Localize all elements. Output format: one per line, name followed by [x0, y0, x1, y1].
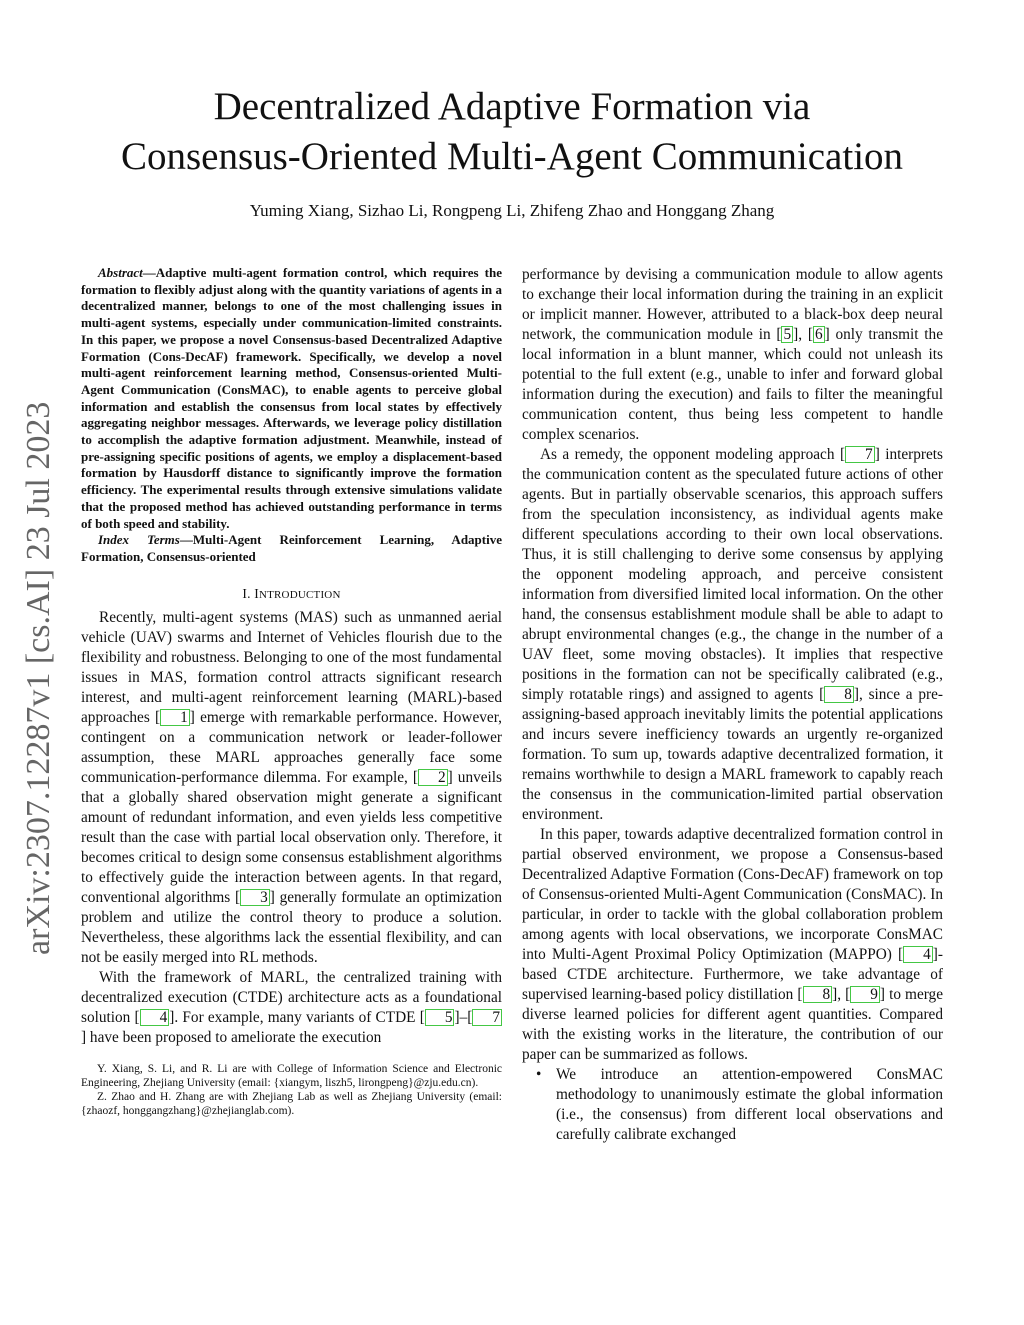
arxiv-stamp: arXiv:2307.12287v1 [cs.AI] 23 Jul 2023	[20, 401, 57, 955]
intro-paragraph-2: With the framework of MARL, the centralized training with decentralized execution (CTDE) architecture acts as a foundational solution [ 4 ]. For example, many variants of CTDE [ 5 ]–[ 7] have been proposed to ameliorate the execution	[81, 968, 502, 1046]
citation-link[interactable]: 6	[814, 326, 823, 343]
abstract	[81, 265, 502, 532]
citation-link[interactable]: 1	[160, 709, 190, 726]
intro-paragraph-4: In this paper, towards adaptive decentralized formation control in partial observed environment, we propose a Consensus-based Decentralized Adaptive Formation (Cons-DecAF) framework on top of Consensus-oriented Multi-Agent Communication (ConsMAC). In particular, in order to tackle with the global collaboration problem among agents with local observations, we incorporate ConsMAC into Multi-Agent Proximal Policy Optimization (MAPPO) [ 4 ]-based CTDE architecture. Furthermore, we take advantage of supervised learning-based policy distillation [ 8 ], [ 9 ] to merge diverse learned policies for different agent quantities. Compared with the existing works in the literature, the contribution of our paper can be summarized as follows.	[522, 826, 943, 1063]
abstract-label: Abstract	[98, 265, 143, 280]
citation-link[interactable]: 5	[425, 1009, 455, 1026]
list-item: • We introduce an attention-empowered ConsMAC methodology to unanimously estimate the global information (i.e., the consensus) from different local observations and carefully calibrate exchanged	[536, 1066, 943, 1143]
citation-link[interactable]: 8	[824, 686, 854, 703]
index-terms	[81, 532, 502, 565]
citation-link[interactable]: 5	[783, 326, 792, 343]
footnote-affiliation-1: Y. Xiang, S. Li, and R. Li are with College of Information Science and Electronic Engineering, Zhejiang University (email: {xiangym, liszh5, lirongpeng}@zju.edu.cn).	[81, 1062, 502, 1089]
section-heading-introduction	[81, 586, 502, 602]
footnote-affiliation-2: Z. Zhao and H. Zhang are with Zhejiang Lab as well as Zhejiang University (email: {zhaozf, honggangzhang}@zhejianglab.com).	[81, 1090, 502, 1117]
citation-link[interactable]: 7	[472, 1009, 502, 1026]
citation-link[interactable]: 4	[903, 946, 933, 963]
intro-paragraph-2-continued: performance by devising a communication module to allow agents to exchange their local information during the training in an explicit or implicit manner. However, attributed to a black-box deep neural network, the communication module in [ 5 ], [ 6 ] only transmit the local information in a blunt manner, which could not unleash its potential to the full extent (e.g., unable to infer and forward global information during the execution) and fails to filter the meaningful communication content, thus being less competent to handle complex scenarios.	[522, 266, 943, 443]
citation-link[interactable]: 3	[240, 889, 270, 906]
citation-link[interactable]: 2	[418, 769, 448, 786]
citation-link[interactable]: 4	[140, 1009, 170, 1026]
author-list: Yuming Xiang, Sizhao Li, Rongpeng Li, Zhifeng Zhao and Honggang Zhang	[249, 201, 775, 220]
index-terms-label: Index Terms	[98, 532, 180, 548]
right-column	[522, 265, 943, 1145]
index-terms-text: —Multi-Agent Reinforcement Learning, Adaptive Formation, Consensus-oriented	[81, 532, 502, 564]
section-rest: NTRODUCTION	[258, 588, 341, 601]
citation-link[interactable]: 8	[803, 986, 833, 1003]
citation-link[interactable]: 7	[845, 446, 875, 463]
intro-paragraph-3: As a remedy, the opponent modeling approach [ 7 ] interprets the communication content as the speculated future actions of other agents. But in partially observable scenarios, this approach suffers from the speculation inconsistency, as individual agents make different speculations according to their own local observations. Thus, it is still challenging to derive some consensus by applying the opponent modeling approach, and perceive consistent information from diversified limited local information. On the other hand, the consensus establishment module shall be able to adapt to abrupt environmental changes (e.g., the change in the number of a UAV fleet, some moving obstacles). It implies that respective positions in the formation can not be specifically calibrated (e.g., simply rotatable rings) and assigned to agents [ 8 ], since a pre-assigning-based approach inevitably limits the potential applications and incurs severe inefficiency towards an urgently re-organized formation. To sum up, towards adaptive decentralized formation, it remains worthwhile to design a MARL framework to capably reach the consensus in the communication-limited partial observation environment.	[522, 446, 944, 823]
title-line-2: Consensus-Oriented Multi-Agent Communication	[120, 135, 904, 178]
intro-paragraph-1: Recently, multi-agent systems (MAS) such as unmanned aerial vehicle (UAV) swarms and Internet of Vehicles flourish due to the flexibility and robustness. Belonging to one of the most fundamental issues in MAS, formation control attracts significant research interest, and multi-agent reinforcement learning (MARL)-based approaches [ 1 ] emerge with remarkable performance. However, contingent on a communication network or leader-follower assumption, these MARL approaches generally face some communication-performance dilemma. For example, [ 2 ] unveils that a globally shared observation might generate a significant amount of redundant information, and even yields less competitive result than the case with partial local observation only. Therefore, it becomes critical to design some consensus establishment algorithms to effectively guide the interaction between agents. In that regard, conventional algorithms [ 3 ] generally formulate an optimization problem and utilize the control theory to produce a solution. Nevertheless, these algorithms lack the essential flexibility, and can not be easily merged into RL methods.	[81, 608, 503, 966]
contribution-list	[522, 1065, 943, 1145]
abstract-text: —Adaptive multi-agent formation control, which requires the formation to flexibly adjust along with the quantity variations of agents in a decentralized manner, belongs to one of the most challenging issues in multi-agent systems, especially under communication-limited constraints. In this paper, we propose a novel Consensus-based Decentralized Adaptive Formation (Cons-DecAF) framework. Specifically, we develop a novel multi-agent reinforcement learning method, Consensus-oriented Multi-Agent Communication (ConsMAC), to enable agents to perceive global information and establish the consensus from local states by effectively aggregating neighbor messages. Afterwards, we leverage policy distillation to accomplish the adaptive formation adjustment. Meanwhile, instead of pre-assigning specific positions of agents, we employ a displacement-based formation by Hausdorff distance to significantly improve the formation efficiency. The experimental results through extensive simulations validate that the proposed method has achieved outstanding performance in terms of both speed and stability.	[81, 265, 502, 531]
title-line-1: Decentralized Adaptive Formation via	[213, 85, 811, 128]
bullet-icon: •	[536, 1066, 542, 1083]
section-initial: I	[254, 585, 259, 601]
paper-title	[0, 82, 1024, 182]
section-number: I.	[242, 585, 255, 601]
citation-link[interactable]: 9	[850, 986, 880, 1003]
left-column	[81, 265, 502, 1118]
